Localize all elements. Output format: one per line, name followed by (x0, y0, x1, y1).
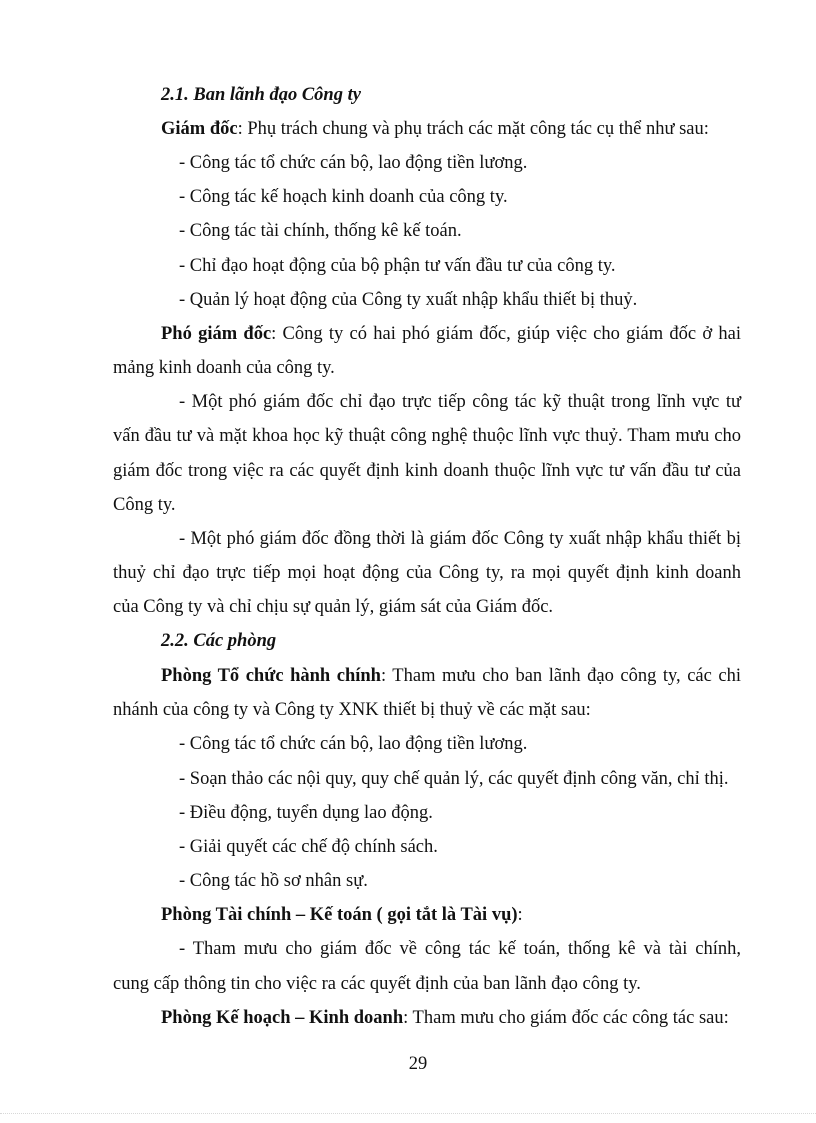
paragraph-finance-dept (161, 903, 523, 927)
list-item: - Công tác tổ chức cán bộ, lao động tiền lương. (179, 734, 528, 754)
list-item: - Công tác tổ chức cán bộ, lao động tiền lương. (179, 153, 528, 173)
list-item: - Công tác tài chính, thống kê kế toán. (179, 221, 462, 241)
page-bottom-divider (0, 1113, 816, 1114)
paragraph-planning-dept (161, 1006, 729, 1030)
paragraph-admin-line (161, 664, 741, 688)
page-number: 29 (408, 1054, 428, 1074)
paragraph-deputy-two-line: - Một phó giám đốc đồng thời là giám đốc Công ty xuất nhập khẩu thiết bị (179, 529, 741, 549)
label-deputy-director: Phó giám đốc (161, 324, 272, 344)
paragraph-deputy-line (161, 322, 741, 346)
paragraph-deputy-one-line: Công ty. (113, 495, 176, 515)
paragraph-deputy-one-line: - Một phó giám đốc chỉ đạo trực tiếp công tác kỹ thuật trong lĩnh vực tư (179, 392, 741, 412)
list-item: - Công tác kế hoạch kinh doanh của công ty. (179, 187, 508, 207)
paragraph-admin-line: nhánh của công ty và Công ty XNK thiết bị thuỷ về các mặt sau: (113, 700, 591, 720)
paragraph-director (161, 117, 709, 141)
list-item: - Giải quyết các chế độ chính sách. (179, 837, 438, 857)
paragraph-deputy-one-line: vấn đầu tư và mặt khoa học kỹ thuật công nghệ thuộc lĩnh vực thuỷ. Tham mưu cho (113, 426, 741, 446)
list-item: - Điều động, tuyển dụng lao động. (179, 803, 433, 823)
paragraph-finance-line: cung cấp thông tin cho việc ra các quyết định của ban lãnh đạo công ty. (113, 974, 641, 994)
paragraph-deputy-two-line: của Công ty và chỉ chịu sự quản lý, giám sát của Giám đốc. (113, 597, 554, 617)
label-planning-dept: Phòng Kế hoạch – Kinh doanh (161, 1008, 404, 1028)
paragraph-deputy-two-line: thuỷ chỉ đạo trực tiếp mọi hoạt động của Công ty, ra mọi quyết định kinh doanh (113, 563, 741, 583)
text-finance-dept: : (517, 905, 523, 925)
text-deputy-director: : Công ty có hai phó giám đốc, giúp việc cho giám đốc ở hai (271, 324, 741, 344)
list-item: - Soạn thảo các nội quy, quy chế quản lý, các quyết định công văn, chỉ thị. (179, 769, 729, 789)
paragraph-deputy-one-line: giám đốc trong việc ra các quyết định kinh doanh thuộc lĩnh vực tư vấn đầu tư của (113, 461, 741, 481)
paragraph-finance-line: - Tham mưu cho giám đốc về công tác kế toán, thống kê và tài chính, (179, 939, 741, 959)
text-director: : Phụ trách chung và phụ trách các mặt công tác cụ thể như sau: (237, 119, 709, 139)
list-item: - Công tác hồ sơ nhân sự. (179, 871, 368, 891)
label-finance-dept: Phòng Tài chính – Kế toán ( gọi tắt là Tài vụ) (161, 905, 518, 925)
label-director: Giám đốc (161, 119, 238, 139)
label-admin-dept: Phòng Tổ chức hành chính (161, 666, 381, 686)
section-heading-leadership: 2.1. Ban lãnh đạo Công ty (161, 85, 361, 105)
list-item: - Quản lý hoạt động của Công ty xuất nhập khẩu thiết bị thuỷ. (179, 290, 638, 310)
text-admin-dept: : Tham mưu cho ban lãnh đạo công ty, các chi (380, 666, 741, 686)
paragraph-deputy-line: mảng kinh doanh của công ty. (113, 358, 335, 378)
list-item: - Chỉ đạo hoạt động của bộ phận tư vấn đầu tư của công ty. (179, 256, 616, 276)
text-planning-dept: : Tham mưu cho giám đốc các công tác sau: (403, 1008, 729, 1028)
section-heading-departments: 2.2. Các phòng (161, 631, 277, 651)
